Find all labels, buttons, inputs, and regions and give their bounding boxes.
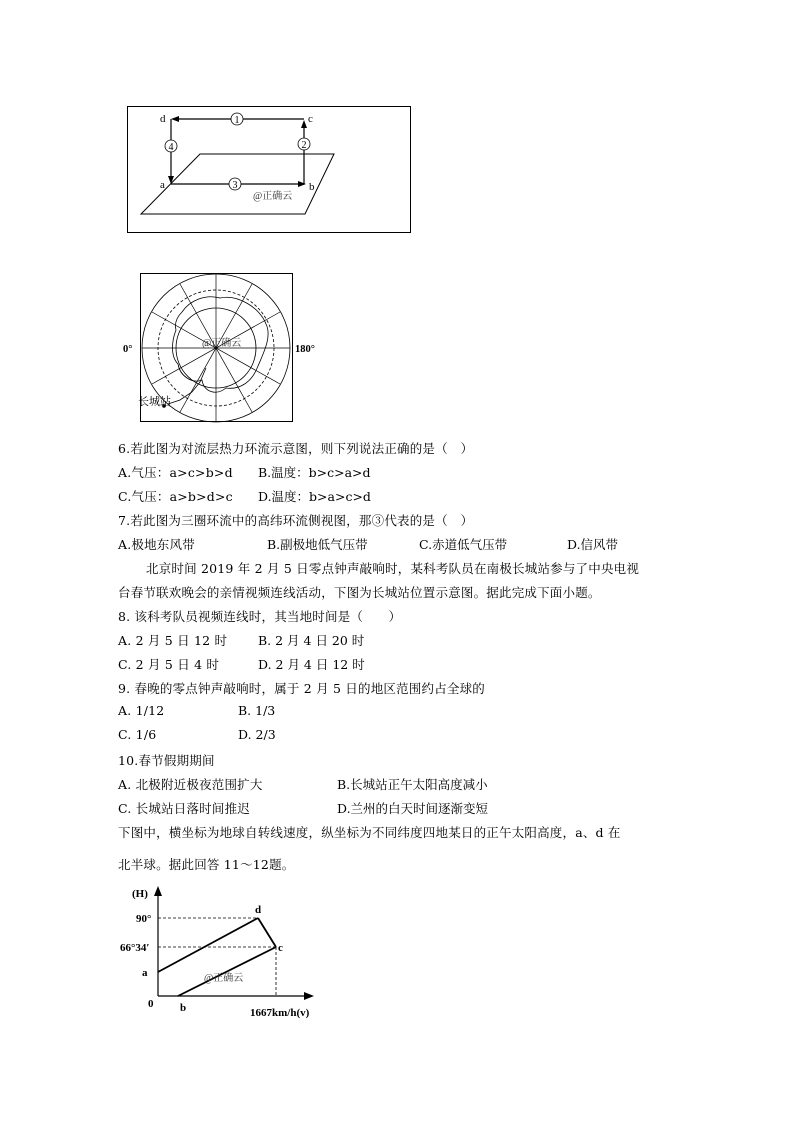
q8-option-c: C. 2 月 5 日 4 时: [118, 657, 220, 672]
point-b: b: [309, 181, 315, 193]
q8-option-d: D. 2 月 4 日 12 时: [258, 657, 365, 672]
point-b: b: [180, 1002, 187, 1014]
label-1: 1: [234, 115, 240, 126]
q8-option-a: A. 2 月 5 日 12 时: [118, 633, 228, 648]
q10-stem: 10.春节假期期间: [118, 753, 215, 768]
sun-altitude-diagram: [118, 880, 348, 1020]
point-a: a: [142, 967, 148, 979]
q9-option-c: C. 1/6: [118, 727, 157, 742]
q6-stem: 6.若此图为对流层热力环流示意图，则下列说法正确的是（ ）: [118, 441, 474, 456]
q10-option-d: D.兰州的白天时间逐渐变短: [337, 801, 489, 816]
q9-option-d: D. 2/3: [238, 727, 276, 742]
label-4: 4: [168, 142, 174, 153]
q9-option-b: B. 1/3: [238, 703, 276, 718]
q8-stem: 8. 该科考队员视频连线时，其当地时间是（ ）: [118, 609, 402, 624]
circulation-diagram: [127, 106, 412, 234]
point-a: a: [160, 179, 165, 191]
q9-option-a: A. 1/12: [118, 703, 165, 718]
q7-option-d: D.信风带: [567, 537, 619, 552]
point-d: d: [160, 113, 166, 125]
y-tick-0: 0: [148, 998, 154, 1010]
point-d: d: [255, 904, 262, 916]
label-3: 3: [232, 180, 238, 191]
station-label: 长城站: [138, 396, 171, 408]
passage1-line2: 台春节联欢晚会的亲情视频连线活动，下图为长城站位置示意图。据此完成下面小题。: [118, 585, 601, 600]
watermark: @正确云: [202, 338, 242, 349]
y-tick-6634: 66°34′: [120, 942, 150, 954]
passage2-line1: 下图中，横坐标为地球自转线速度，纵坐标为不同纬度四地某日的正午太阳高度，a、d 在: [118, 825, 621, 840]
q7-option-b: B.副极地低气压带: [267, 537, 368, 552]
point-c: c: [278, 942, 283, 954]
q10-option-c: C. 长城站日落时间推迟: [118, 801, 250, 816]
q7-stem: 7.若此图为三圈环流中的高纬环流侧视图，那③代表的是（ ）: [118, 513, 474, 528]
longitude-0: 0°: [123, 344, 133, 355]
q6-option-d: D.温度：b>a>c>d: [258, 489, 371, 504]
y-axis-label: (H): [132, 888, 148, 900]
q10-option-b: B.长城站正午太阳高度减小: [337, 777, 488, 792]
q10-option-a: A. 北极附近极夜范围扩大: [118, 777, 263, 792]
y-tick-90: 90°: [136, 913, 152, 925]
passage2-line2: 北半球。据此回答 11～12题。: [118, 857, 295, 872]
x-axis-label: 1667km/h(v): [250, 1007, 310, 1019]
label-2: 2: [301, 140, 307, 151]
polar-map: [120, 272, 330, 424]
q6-option-c: C.气压：a>b>d>c: [118, 489, 233, 504]
q7-option-a: A.极地东风带: [118, 537, 195, 552]
longitude-180: 180°: [295, 344, 315, 355]
point-c: c: [308, 113, 313, 125]
watermark: @正确云: [204, 973, 244, 984]
q7-option-c: C.赤道低气压带: [419, 537, 508, 552]
q6-option-b: B.温度：b>c>a>d: [258, 465, 371, 480]
watermark: @正确云: [253, 191, 293, 202]
q6-option-a: A.气压：a>c>b>d: [118, 465, 233, 480]
q8-option-b: B. 2 月 4 日 20 时: [258, 633, 365, 648]
q9-stem: 9. 春晚的零点钟声敲响时，属于 2 月 5 日的地区范围约占全球的: [118, 681, 485, 696]
passage1-line1: 北京时间 2019 年 2 月 5 日零点钟声敲响时，某科考队员在南极长城站参与了中央电视: [146, 561, 640, 576]
